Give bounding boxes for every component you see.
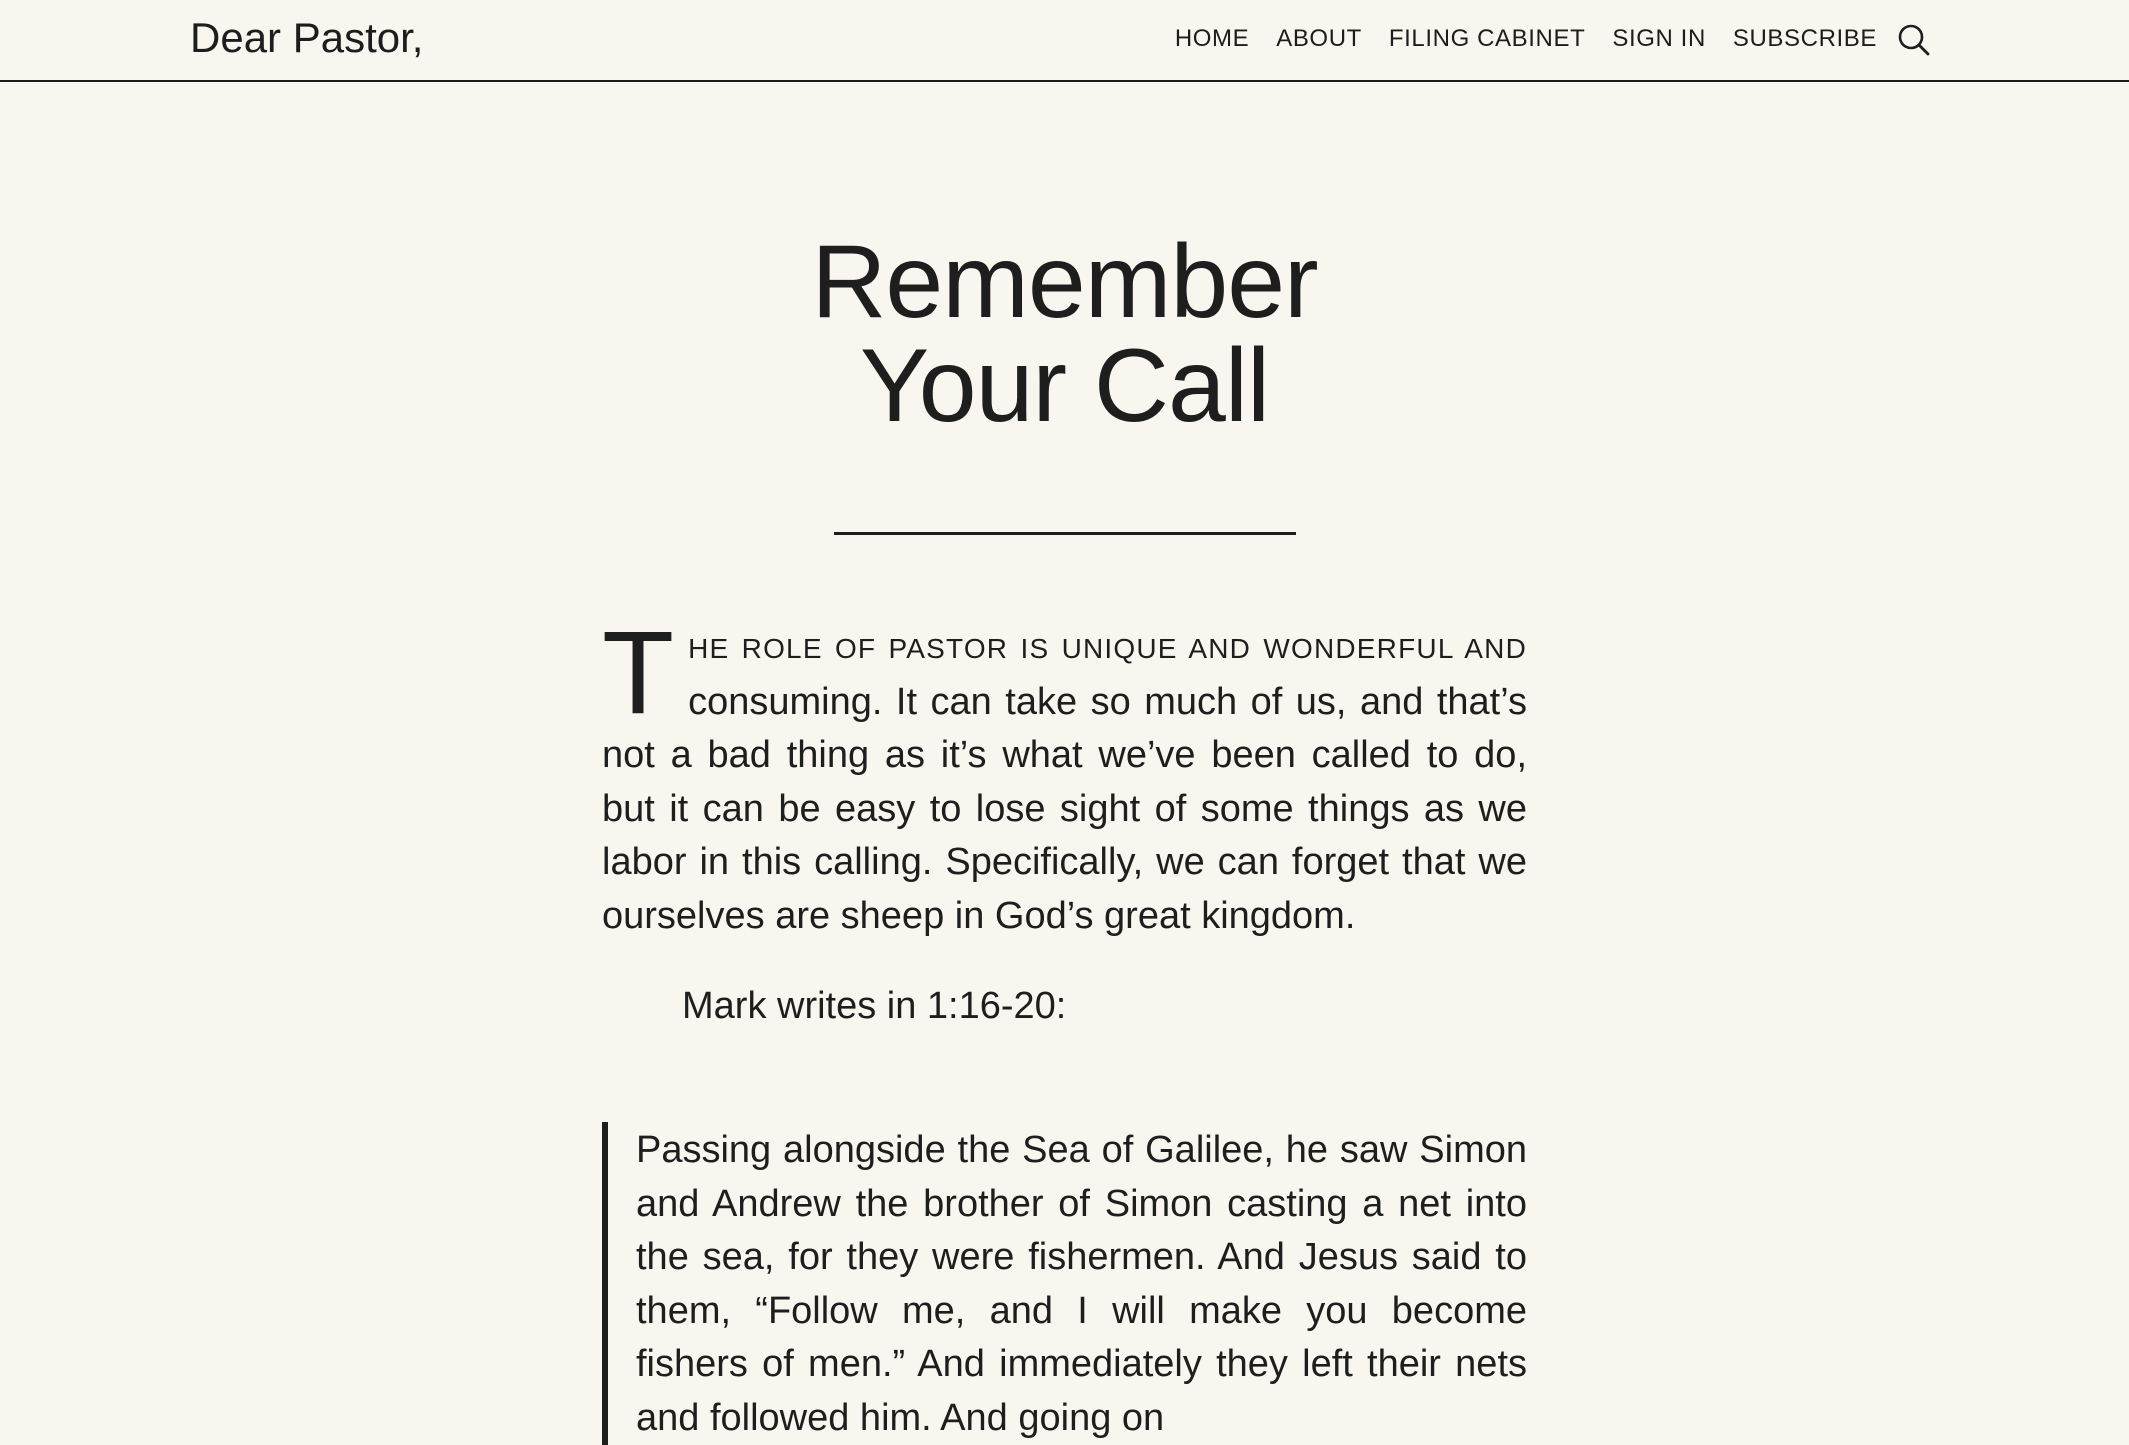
article-title: [602, 224, 1527, 444]
main-nav: [1175, 23, 1877, 55]
article-title-line-1: Remember: [811, 224, 1318, 340]
site-header: [0, 0, 2129, 82]
article-title-line-2: Your Call: [859, 328, 1270, 444]
nav-home[interactable]: HOME: [1174, 25, 1250, 52]
scripture-quote: [602, 1122, 1527, 1445]
search-icon[interactable]: [1897, 23, 1931, 57]
nav-about[interactable]: ABOUT: [1276, 25, 1362, 52]
nav-sign-in[interactable]: SIGN IN: [1612, 25, 1706, 52]
lead-paragraph: [602, 607, 1527, 943]
lead-smallcaps: HE ROLE OF PASTOR IS UNIQUE AND WONDERFUL AND: [688, 633, 1527, 664]
quote-text: Passing alongside the Sea of Galilee, he saw Simon and Andrew the brother of Simon casting a net into the sea, for they were fishermen. And Jesus said to them, “Follow me, and I will make you become fishers of men.” And immediately they left their nets and followed him. And going on: [636, 1129, 1527, 1439]
drop-cap: T: [602, 607, 675, 739]
scripture-intro: Mark writes in 1:16-20:: [682, 985, 1067, 1027]
article: [602, 224, 1527, 1439]
nav-subscribe[interactable]: SUBSCRIBE: [1732, 25, 1877, 52]
lead-text: consuming. It can take so much of us, and that’s not a bad thing as it’s what we’ve been called to do, but it can be easy to lose sight of some things as we labor in this calling. Specifically, we can forget that we ourselves are sheep in God’s great kingdom.: [602, 680, 1527, 937]
title-divider: [834, 532, 1296, 535]
nav-filing-cabinet[interactable]: FILING CABINET: [1388, 25, 1586, 52]
site-title[interactable]: Dear Pastor,: [190, 14, 424, 61]
